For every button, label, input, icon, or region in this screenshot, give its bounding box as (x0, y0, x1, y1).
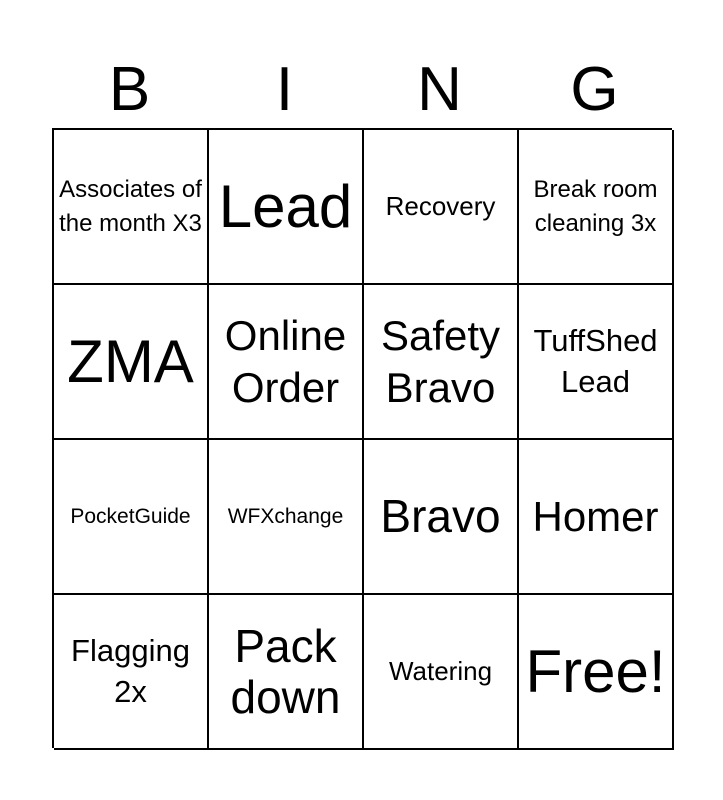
bingo-cell[interactable]: Break room cleaning 3x (519, 130, 674, 285)
bingo-cell[interactable]: WFXchange (209, 440, 364, 595)
bingo-cell[interactable]: Homer (519, 440, 674, 595)
header-letter-n: N (417, 55, 462, 124)
bingo-cell[interactable]: Associates of the month X3 (54, 130, 209, 285)
bingo-cell[interactable]: Flagging 2x (54, 595, 209, 750)
bingo-cell[interactable]: Online Order (209, 285, 364, 440)
bingo-cell[interactable]: Lead (209, 130, 364, 285)
bingo-cell[interactable]: PocketGuide (54, 440, 209, 595)
bingo-cell[interactable]: ZMA (54, 285, 209, 440)
bingo-cell[interactable]: Watering (364, 595, 519, 750)
bingo-board (52, 128, 672, 748)
header-letter-g: G (570, 55, 619, 124)
bingo-cell[interactable]: Free! (519, 595, 674, 750)
header-letter-b: B (108, 55, 151, 124)
header-letter-i: I (275, 55, 294, 124)
bingo-cell[interactable]: Pack down (209, 595, 364, 750)
bingo-cell[interactable]: Bravo (364, 440, 519, 595)
bingo-cell[interactable]: TuffShed Lead (519, 285, 674, 440)
bingo-cell[interactable]: Safety Bravo (364, 285, 519, 440)
bingo-header (52, 52, 672, 128)
bingo-cell[interactable]: Recovery (364, 130, 519, 285)
